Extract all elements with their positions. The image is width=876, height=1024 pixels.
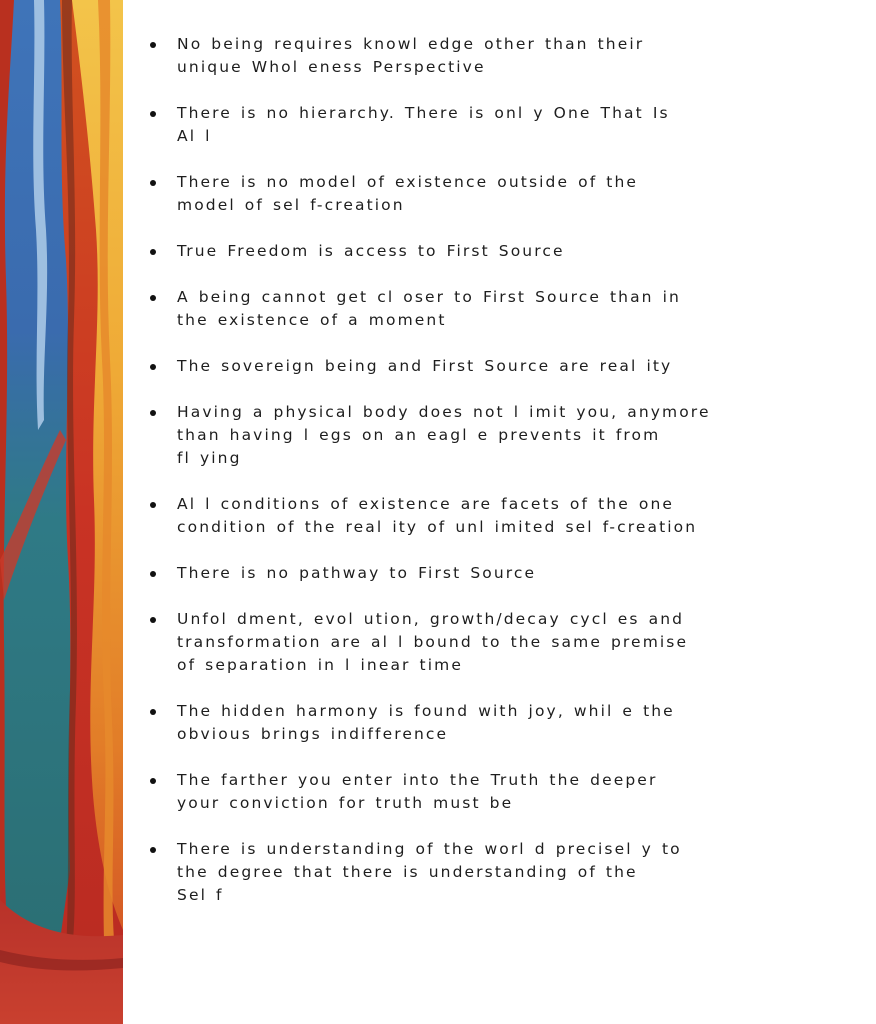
bullet-dot <box>150 111 156 117</box>
list-item-line: model of sel f-creation <box>177 196 405 214</box>
list-item-line: the existence of a moment <box>177 311 447 329</box>
list-item-line: of separation in l inear time <box>177 656 463 674</box>
list-item <box>150 493 850 539</box>
list-item-line: The hidden harmony is found with joy, whil e the <box>177 702 675 720</box>
list-item-line: Al l conditions of existence are facets of the one <box>177 495 675 513</box>
bullet-dot <box>150 180 156 186</box>
list-item <box>150 401 850 470</box>
list-item-line: than having l egs on an eagl e prevents it from <box>177 426 661 444</box>
list-item-line: transformation are al l bound to the same premise <box>177 633 689 651</box>
list-item-line: There is understanding of the worl d precisel y to <box>177 840 682 858</box>
list-item-line: Unfol dment, evol ution, growth/decay cycl es and <box>177 610 685 628</box>
list-item-line: obvious brings indifference <box>177 725 449 743</box>
side-art-painting <box>0 0 123 1024</box>
list-item-line: There is no model of existence outside of the <box>177 173 639 191</box>
bullet-dot <box>150 295 156 301</box>
list-item-line: No being requires knowl edge other than their <box>177 35 645 53</box>
bullet-dot <box>150 617 156 623</box>
list-item <box>150 838 850 907</box>
bullet-dot <box>150 410 156 416</box>
bullet-dot <box>150 709 156 715</box>
list-item-line: Sel f <box>177 886 224 904</box>
list-item <box>150 286 850 332</box>
list-item-line: The sovereign being and First Source are real ity <box>177 357 673 375</box>
bullet-list-content <box>150 33 850 930</box>
list-item-line: the degree that there is understanding of the <box>177 863 638 881</box>
list-item-line: There is no pathway to First Source <box>177 564 537 582</box>
list-item <box>150 700 850 746</box>
list-item-line: A being cannot get cl oser to First Source than in <box>177 288 681 306</box>
bullet-dot <box>150 249 156 255</box>
bullet-dot <box>150 364 156 370</box>
list-item-line: fl ying <box>177 449 242 467</box>
bullet-dot <box>150 42 156 48</box>
list-item-line: condition of the real ity of unl imited sel f-creation <box>177 518 698 536</box>
list-item-line: unique Whol eness Perspective <box>177 58 486 76</box>
list-item-line: There is no hierarchy. There is onl y One That Is <box>177 104 670 122</box>
list-item <box>150 33 850 79</box>
list-item-line: your conviction for truth must be <box>177 794 514 812</box>
list-item-line: Having a physical body does not l imit you, anymore <box>177 403 711 421</box>
list-item <box>150 240 850 263</box>
abstract-paint-image <box>0 0 123 1024</box>
list-item <box>150 769 850 815</box>
list-item <box>150 355 850 378</box>
bullet-dot <box>150 778 156 784</box>
list-item <box>150 562 850 585</box>
list-item <box>150 608 850 677</box>
list-item <box>150 102 850 148</box>
bullet-dot <box>150 571 156 577</box>
statements-list <box>150 33 850 907</box>
bullet-dot <box>150 847 156 853</box>
list-item-line: Al l <box>177 127 212 145</box>
bullet-dot <box>150 502 156 508</box>
list-item <box>150 171 850 217</box>
list-item-line: The farther you enter into the Truth the deeper <box>177 771 658 789</box>
list-item-line: True Freedom is access to First Source <box>177 242 565 260</box>
